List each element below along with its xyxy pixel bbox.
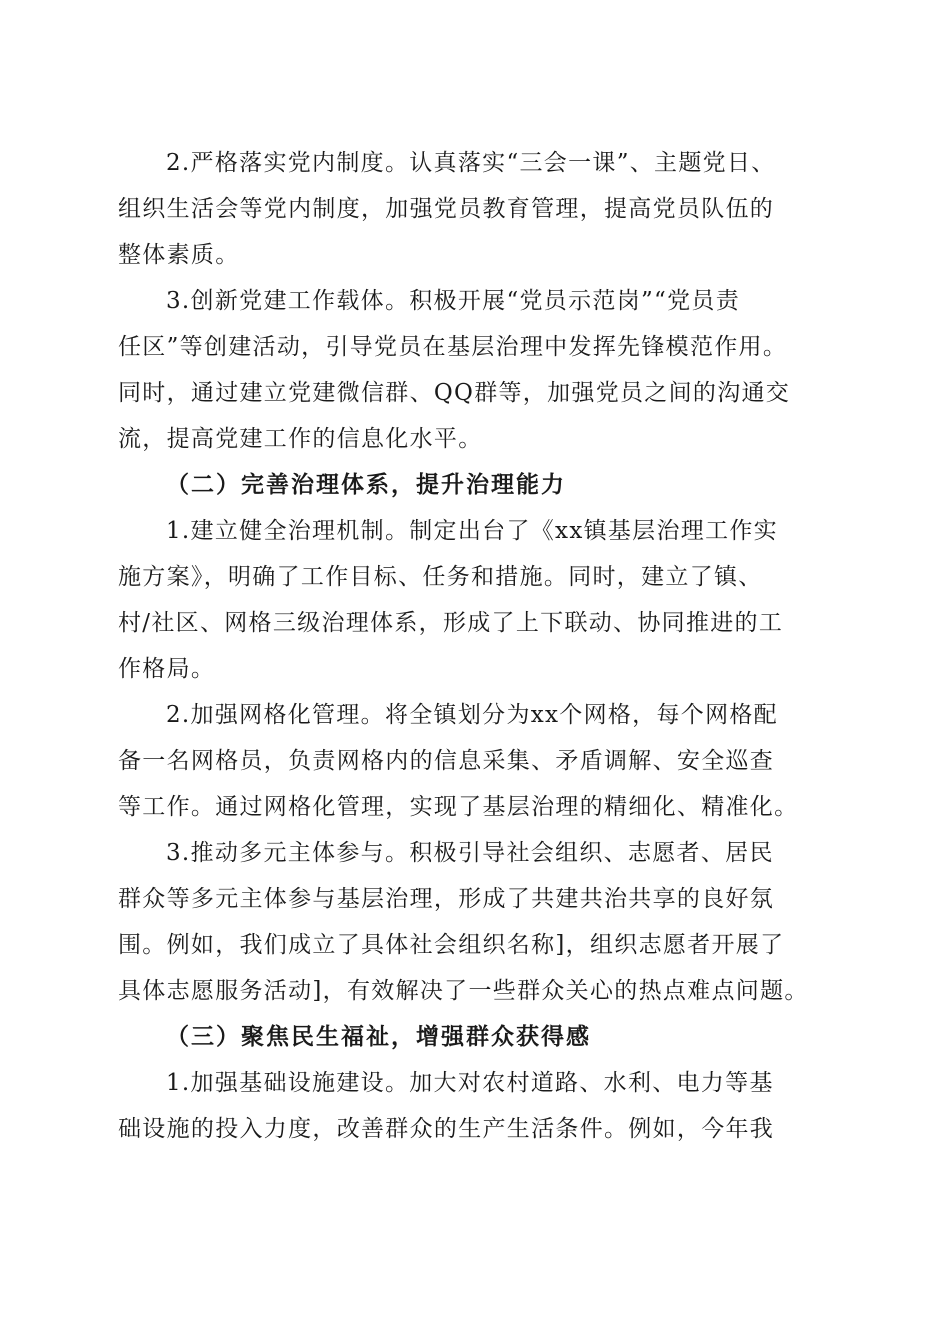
paragraph-innovate-party-carrier <box>118 278 838 462</box>
paragraph-infrastructure <box>118 1060 838 1152</box>
section-heading: （三）聚焦民生福祉，增强群众获得感 <box>166 1023 591 1050</box>
text-line: 2.加强网格化管理。将全镇划分为xx个网格，每个网格配 <box>166 702 778 728</box>
text-line: 施方案》，明确了工作目标、任务和措施。同时，建立了镇、 <box>118 564 763 590</box>
document-body <box>118 140 838 1152</box>
paragraph-multi-party-participation <box>118 830 838 1014</box>
paragraph-grid-management <box>118 692 838 830</box>
text-line: 作格局。 <box>118 656 216 682</box>
text-line: 2.严格落实党内制度。认真落实“三会一课”、主题党日、 <box>166 150 776 176</box>
text-line: 村/社区、网格三级治理体系，形成了上下联动、协同推进的工 <box>118 610 784 636</box>
text-line: 围。例如，我们成立了具体社会组织名称]，组织志愿者开展了 <box>118 932 785 958</box>
text-line: 任区”等创建活动，引导党员在基层治理中发挥先锋模范作用。 <box>118 334 788 360</box>
text-line: 1.加强基础设施建设。加大对农村道路、水利、电力等基 <box>166 1070 774 1096</box>
text-line: 1.建立健全治理机制。制定出台了《xx镇基层治理工作实 <box>166 518 778 544</box>
paragraph-governance-mechanism <box>118 508 838 692</box>
text-line: 备一名网格员，负责网格内的信息采集、矛盾调解、安全巡查 <box>118 748 775 774</box>
text-line: 组织生活会等党内制度，加强党员教育管理，提高党员队伍的 <box>118 196 775 222</box>
text-line: 流，提高党建工作的信息化水平。 <box>118 426 483 452</box>
text-line: 整体素质。 <box>118 242 240 268</box>
text-line: 础设施的投入力度，改善群众的生产生活条件。例如，今年我 <box>118 1116 775 1142</box>
text-line: 群众等多元主体参与基层治理，形成了共建共治共享的良好氛 <box>118 886 775 912</box>
text-line: 等工作。通过网格化管理，实现了基层治理的精细化、精准化。 <box>118 794 799 820</box>
section-heading-livelihood <box>118 1014 838 1060</box>
text-line: 具体志愿服务活动]，有效解决了一些群众关心的热点难点问题。 <box>118 978 809 1004</box>
text-line: 3.创新党建工作载体。积极开展“党员示范岗”“党员责 <box>166 288 741 314</box>
paragraph-strict-party-system <box>118 140 838 278</box>
text-line: 同时，通过建立党建微信群、QQ群等，加强党员之间的沟通交 <box>118 380 791 406</box>
section-heading: （二）完善治理体系，提升治理能力 <box>166 471 566 498</box>
text-line: 3.推动多元主体参与。积极引导社会组织、志愿者、居民 <box>166 840 774 866</box>
section-heading-governance <box>118 462 838 508</box>
